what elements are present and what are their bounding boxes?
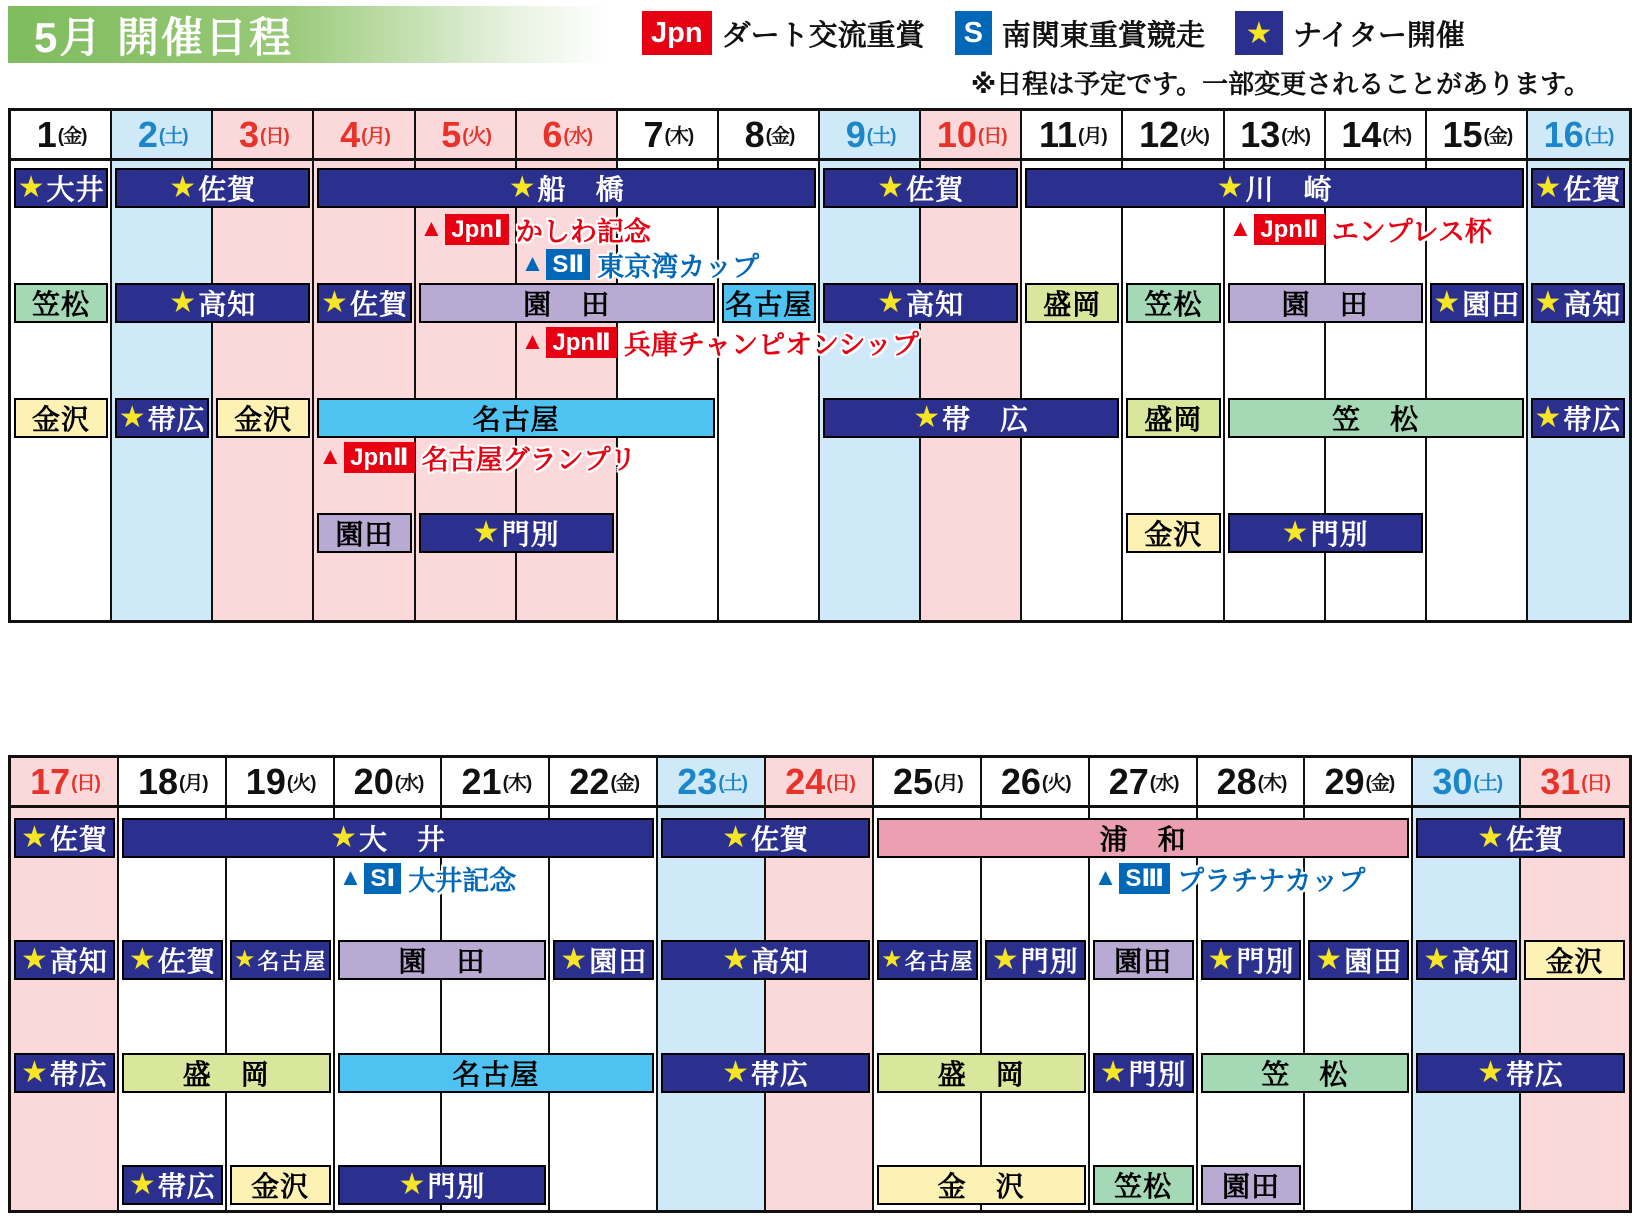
date-number: 10 [936, 113, 977, 155]
venue-box-morioka [122, 1053, 331, 1093]
venue-label: 帯広 [750, 1059, 809, 1090]
date-number: 11 [1038, 113, 1078, 155]
weekday-label: (木) [664, 126, 694, 147]
s-grade-badge: S [955, 11, 992, 55]
venue-label: 高知 [750, 946, 809, 977]
venue-label: 園田 [1344, 946, 1403, 977]
weekday-label: (日) [977, 126, 1007, 147]
venue-label: 笠松 [1144, 289, 1203, 320]
date-number: 26 [1000, 760, 1041, 802]
venue-label: 笠 松 [1332, 404, 1420, 435]
date-number: 27 [1108, 760, 1149, 802]
night-star-icon: ★ [1534, 401, 1563, 434]
venue-label: 盛 岡 [182, 1059, 270, 1090]
date-number: 30 [1432, 760, 1473, 802]
venue-label: 笠 松 [1261, 1059, 1349, 1090]
date-cell-5 [416, 111, 517, 161]
night-star-icon: ★ [169, 171, 198, 204]
venue-label: 金沢 [1545, 946, 1604, 977]
venue-label: 金沢 [1144, 519, 1203, 550]
night-star-icon: ★ [877, 171, 906, 204]
race-name: プラチナカップ [1177, 865, 1366, 896]
night-star-icon: ★ [330, 821, 358, 854]
date-number: 15 [1442, 113, 1483, 155]
night-star-icon: ★ [128, 1168, 157, 1201]
venue-label: 園田 [1114, 946, 1173, 977]
venue-box-saga [14, 818, 115, 858]
venue-box-monbetsu [985, 940, 1086, 980]
date-cell-8 [719, 111, 820, 161]
venue-label: 佐賀 [198, 174, 257, 205]
date-number: 4 [340, 113, 361, 155]
night-star-icon: ★ [1534, 286, 1563, 319]
venue-box-saga [823, 168, 1018, 208]
date-cell-10 [921, 111, 1022, 161]
weekday-label: (金) [610, 773, 640, 794]
race-annotation-nagoya-grand-prix [318, 441, 636, 473]
venue-label: 園田 [335, 519, 394, 550]
date-number: 17 [30, 760, 71, 802]
weekday-label: (金) [1483, 126, 1513, 147]
date-cell-7 [618, 111, 719, 161]
triangle-icon: ▲ [318, 443, 343, 470]
night-star-icon: ★ [17, 171, 46, 204]
date-cell-9 [820, 111, 921, 161]
venue-label: 盛 岡 [937, 1059, 1025, 1090]
night-star-icon: ★ [991, 943, 1020, 976]
venue-box-obihiro [823, 398, 1119, 438]
venue-label: 名古屋 [725, 289, 813, 320]
venue-label: 高知 [1452, 946, 1511, 977]
calendar-second-half [8, 755, 1632, 1213]
date-cell-19 [227, 758, 335, 808]
venue-label: 高知 [1563, 289, 1622, 320]
venue-box-monbetsu [1093, 1053, 1194, 1093]
date-cell-20 [335, 758, 443, 808]
venue-box-sonoda [1228, 283, 1423, 323]
venue-label: 佐賀 [157, 946, 216, 977]
grade-badge: JpnⅡ [1254, 214, 1324, 245]
date-cell-24 [766, 758, 874, 808]
night-star-icon: ★ [233, 946, 257, 973]
venue-label: 佐賀 [49, 824, 108, 855]
venue-label: 高知 [49, 946, 108, 977]
venue-box-kanazawa [14, 398, 108, 438]
date-number: 16 [1543, 113, 1584, 155]
venue-box-sonoda [1430, 283, 1524, 323]
venue-label: 園田 [1462, 289, 1521, 320]
grade-badge: SⅢ [1119, 863, 1170, 894]
date-cell-15 [1427, 111, 1528, 161]
date-cell-13 [1225, 111, 1326, 161]
date-cell-4 [314, 111, 415, 161]
venue-box-monbetsu [338, 1165, 547, 1205]
race-name: かしわ記念 [515, 216, 651, 247]
race-annotation-kashiwa-kinen [420, 213, 651, 245]
venue-label: 帯広 [1506, 1059, 1565, 1090]
venue-box-kasamatsu [1201, 1053, 1410, 1093]
venue-box-kanazawa [230, 1165, 331, 1205]
venue-label: 名古屋 [452, 1059, 540, 1090]
legend-night [1235, 11, 1465, 55]
race-annotation-empress-hai [1229, 213, 1492, 245]
venue-box-kanazawa [877, 1165, 1086, 1205]
date-number: 18 [137, 760, 178, 802]
race-name: 兵庫チャンピオンシップ [623, 329, 919, 360]
venue-label: 川 崎 [1245, 174, 1333, 205]
venue-box-kochi [823, 283, 1018, 323]
venue-label: 帯広 [1563, 404, 1622, 435]
venue-box-nagoya [317, 398, 715, 438]
venue-box-kasamatsu [1126, 283, 1220, 323]
venue-box-sonoda [1201, 1165, 1302, 1205]
jpn-grade-badge: Jpn [642, 11, 712, 55]
date-cell-28 [1198, 758, 1306, 808]
date-cell-2 [112, 111, 213, 161]
venue-box-monbetsu [1201, 940, 1302, 980]
venue-label: 門別 [1310, 519, 1369, 550]
date-cell-3 [213, 111, 314, 161]
weekday-label: (土) [866, 126, 896, 147]
date-cell-27 [1090, 758, 1198, 808]
weekday-label: (月) [1078, 126, 1107, 147]
night-star-icon: ★ [1235, 11, 1283, 55]
venue-box-kochi [1531, 283, 1625, 323]
weekday-label: (金) [765, 126, 795, 147]
grade-badge: JpnⅠ [445, 214, 509, 245]
venue-box-sonoda [338, 940, 547, 980]
legend-jpn [642, 11, 925, 55]
night-star-icon: ★ [20, 821, 49, 854]
date-cell-14 [1326, 111, 1427, 161]
venue-box-oi [122, 818, 654, 858]
date-number: 12 [1139, 113, 1180, 155]
weekday-label: (月) [178, 773, 208, 794]
date-number: 24 [785, 760, 826, 802]
night-star-icon: ★ [1216, 171, 1245, 204]
legend-s [955, 11, 1205, 55]
night-star-icon: ★ [128, 943, 157, 976]
page-title-text: 5月 開催日程 [34, 13, 294, 61]
date-cell-17 [11, 758, 119, 808]
venue-box-kanazawa [1524, 940, 1625, 980]
weekday-label: (日) [1581, 773, 1610, 794]
weekday-label: (月) [934, 773, 963, 794]
weekday-label: (水) [394, 773, 424, 794]
venue-label: 船 橋 [537, 174, 625, 205]
venue-box-saga [122, 940, 223, 980]
venue-box-nagoya [230, 940, 331, 980]
venue-label: 園 田 [523, 289, 611, 320]
triangle-icon: ▲ [419, 215, 444, 242]
venue-box-obihiro [661, 1053, 870, 1093]
venue-label: 佐賀 [750, 824, 809, 855]
venue-label: 笠松 [32, 289, 91, 320]
weekday-label: (土) [158, 126, 188, 147]
date-cell-18 [119, 758, 227, 808]
weekday-label: (火) [462, 126, 491, 147]
legend-night-label: ナイター開催 [1292, 19, 1465, 52]
venue-label: 園田 [589, 946, 648, 977]
venue-label: 門別 [1236, 946, 1295, 977]
venue-label: 佐賀 [1563, 174, 1622, 205]
grade-badge: JpnⅡ [344, 442, 414, 473]
night-star-icon: ★ [1099, 1056, 1128, 1089]
venue-label: 帯広 [49, 1059, 108, 1090]
weekday-label: (金) [57, 126, 87, 147]
venue-box-kasamatsu [1228, 398, 1524, 438]
race-name: 大井記念 [408, 865, 517, 896]
venue-label: 佐賀 [1506, 824, 1565, 855]
date-number: 23 [677, 760, 718, 802]
venue-label: 園田 [1221, 1171, 1280, 1202]
race-annotation-oi-kinen [339, 862, 517, 894]
venue-box-sonoda [1093, 940, 1194, 980]
triangle-icon: ▲ [1093, 864, 1118, 891]
date-number: 28 [1216, 760, 1257, 802]
weekday-label: (水) [563, 126, 593, 147]
venue-box-obihiro [115, 398, 209, 438]
race-name: エンプレス杯 [1331, 216, 1492, 247]
date-cell-12 [1123, 111, 1224, 161]
venue-box-monbetsu [1228, 513, 1423, 553]
venue-box-kochi [1416, 940, 1517, 980]
race-annotation-hyogo-championship [521, 326, 919, 358]
weekday-label: (日) [826, 773, 855, 794]
venue-box-nagoya [877, 940, 978, 980]
venue-box-kochi [14, 940, 115, 980]
weekday-label: (月) [361, 126, 390, 147]
triangle-icon: ▲ [520, 328, 545, 355]
date-cell-1 [11, 111, 112, 161]
venue-label: 名古屋 [472, 404, 560, 435]
venue-label: 金沢 [251, 1171, 310, 1202]
venue-box-monbetsu [419, 513, 614, 553]
race-name: 名古屋グランプリ [421, 444, 637, 475]
date-number: 9 [845, 113, 866, 155]
night-star-icon: ★ [1433, 286, 1462, 319]
venue-label: 門別 [1128, 1059, 1187, 1090]
venue-box-oi [14, 168, 108, 208]
night-star-icon: ★ [118, 401, 147, 434]
venue-label: 門別 [427, 1171, 486, 1202]
night-star-icon: ★ [1315, 943, 1344, 976]
weekday-label: (土) [718, 773, 747, 794]
venue-box-obihiro [1416, 1053, 1625, 1093]
night-star-icon: ★ [472, 516, 501, 549]
date-number: 20 [353, 760, 394, 802]
triangle-icon: ▲ [1228, 215, 1253, 242]
weekday-label: (土) [1473, 773, 1503, 794]
night-star-icon: ★ [1477, 1056, 1506, 1089]
night-star-icon: ★ [722, 1056, 750, 1089]
venue-box-sonoda [553, 940, 654, 980]
venue-label: 名古屋 [257, 948, 327, 974]
date-number: 5 [441, 113, 462, 155]
date-number: 29 [1324, 760, 1365, 802]
venue-box-urawa [877, 818, 1409, 858]
weekday-label: (土) [1584, 126, 1614, 147]
venue-box-sonoda [1308, 940, 1409, 980]
calendar-first-half [8, 108, 1632, 623]
venue-label: 金 沢 [937, 1171, 1025, 1202]
venue-box-kanazawa [216, 398, 310, 438]
night-star-icon: ★ [722, 943, 750, 976]
venue-box-kochi [661, 940, 870, 980]
venue-box-nagoya [338, 1053, 655, 1093]
date-cell-30 [1413, 758, 1521, 808]
venue-label: 盛岡 [1043, 289, 1102, 320]
grade-badge: SⅡ [546, 249, 590, 280]
venue-label: 高知 [906, 289, 965, 320]
venue-box-nagoya [722, 283, 816, 323]
weekday-label: (火) [1041, 773, 1071, 794]
venue-box-saga [1416, 818, 1625, 858]
venue-box-obihiro [1531, 398, 1625, 438]
night-star-icon: ★ [1423, 943, 1452, 976]
venue-box-kochi [115, 283, 310, 323]
date-cell-16 [1528, 111, 1629, 161]
venue-label: 佐賀 [349, 289, 408, 320]
weekday-label: (木) [1382, 126, 1412, 147]
venue-box-morioka [877, 1053, 1086, 1093]
night-star-icon: ★ [913, 401, 942, 434]
venue-label: 帯広 [147, 404, 206, 435]
venue-label: 園 田 [1281, 289, 1369, 320]
venue-box-obihiro [14, 1053, 115, 1093]
date-number: 8 [744, 113, 765, 155]
night-star-icon: ★ [877, 286, 906, 319]
night-star-icon: ★ [1534, 171, 1563, 204]
date-number: 25 [893, 760, 934, 802]
date-cell-23 [658, 758, 766, 808]
venue-label: 帯広 [157, 1171, 216, 1202]
grade-badge: JpnⅡ [546, 327, 616, 358]
weekday-label: (金) [1365, 773, 1395, 794]
date-number: 13 [1240, 113, 1281, 155]
venue-label: 大井 [46, 174, 105, 205]
venue-box-kasamatsu [1093, 1165, 1194, 1205]
date-number: 31 [1540, 760, 1581, 802]
venue-box-morioka [1025, 283, 1119, 323]
weekday-label: (木) [502, 773, 532, 794]
venue-label: 大 井 [358, 824, 446, 855]
date-number: 21 [461, 760, 502, 802]
night-star-icon: ★ [881, 946, 904, 973]
date-cell-6 [517, 111, 618, 161]
date-cell-26 [982, 758, 1090, 808]
venue-label: 金沢 [32, 404, 91, 435]
date-cell-31 [1521, 758, 1629, 808]
date-cell-22 [550, 758, 658, 808]
weekday-label: (日) [260, 126, 289, 147]
page-title [8, 6, 608, 63]
weekday-label: (火) [286, 773, 316, 794]
date-number: 2 [137, 113, 158, 155]
date-number: 7 [643, 113, 664, 155]
venue-label: 名古屋 [904, 948, 974, 974]
legend-jpn-label: ダート交流重賞 [721, 19, 925, 52]
date-cell-21 [442, 758, 550, 808]
venue-box-funabashi [317, 168, 816, 208]
race-annotation-tokyo-bay-cup [521, 248, 759, 280]
weekday-label: (日) [71, 773, 100, 794]
venue-label: 金沢 [234, 404, 293, 435]
night-star-icon: ★ [722, 821, 750, 854]
triangle-icon: ▲ [338, 864, 363, 891]
venue-box-obihiro [122, 1165, 223, 1205]
race-name: 東京湾カップ [597, 251, 759, 282]
night-star-icon: ★ [320, 286, 349, 319]
date-cell-25 [874, 758, 982, 808]
legend-s-label: 南関東重賞競走 [1001, 19, 1205, 52]
venue-label: 高知 [198, 289, 257, 320]
night-star-icon: ★ [169, 286, 198, 319]
date-number: 6 [542, 113, 563, 155]
venue-label: 門別 [501, 519, 560, 550]
grade-badge: SⅠ [364, 863, 401, 894]
date-cell-11 [1022, 111, 1123, 161]
date-number: 1 [36, 113, 57, 155]
night-star-icon: ★ [20, 943, 49, 976]
venue-box-saga [317, 283, 411, 323]
schedule-note: ※日程は予定です。一部変更されることがあります。 [970, 69, 1590, 99]
venue-label: 園 田 [398, 946, 486, 977]
date-number: 3 [238, 113, 259, 155]
venue-box-saga [1531, 168, 1625, 208]
weekday-label: (木) [1257, 773, 1287, 794]
night-star-icon: ★ [20, 1056, 49, 1089]
triangle-icon: ▲ [520, 250, 545, 277]
venue-box-saga [115, 168, 310, 208]
venue-label: 笠松 [1114, 1171, 1173, 1202]
weekday-label: (水) [1281, 126, 1310, 147]
night-star-icon: ★ [1477, 821, 1506, 854]
venue-label: 門別 [1020, 946, 1079, 977]
legend [642, 10, 1465, 56]
night-star-icon: ★ [1207, 943, 1236, 976]
race-annotation-platinum-cup [1094, 862, 1366, 894]
night-star-icon: ★ [1281, 516, 1310, 549]
venue-box-sonoda [317, 513, 411, 553]
venue-box-kanazawa [1126, 513, 1220, 553]
night-star-icon: ★ [508, 171, 537, 204]
date-number: 19 [245, 760, 286, 802]
night-star-icon: ★ [560, 943, 589, 976]
venue-box-kawasaki [1025, 168, 1524, 208]
weekday-label: (火) [1180, 126, 1209, 147]
venue-label: 浦 和 [1099, 824, 1187, 855]
venue-box-kasamatsu [14, 283, 108, 323]
date-number: 14 [1341, 113, 1382, 155]
venue-box-morioka [1126, 398, 1220, 438]
venue-label: 佐賀 [906, 174, 965, 205]
date-cell-29 [1305, 758, 1413, 808]
venue-label: 盛岡 [1144, 404, 1203, 435]
venue-box-sonoda [419, 283, 715, 323]
venue-label: 帯 広 [942, 404, 1030, 435]
date-number: 22 [569, 760, 610, 802]
venue-box-saga [661, 818, 870, 858]
weekday-label: (水) [1149, 773, 1179, 794]
night-star-icon: ★ [398, 1168, 427, 1201]
